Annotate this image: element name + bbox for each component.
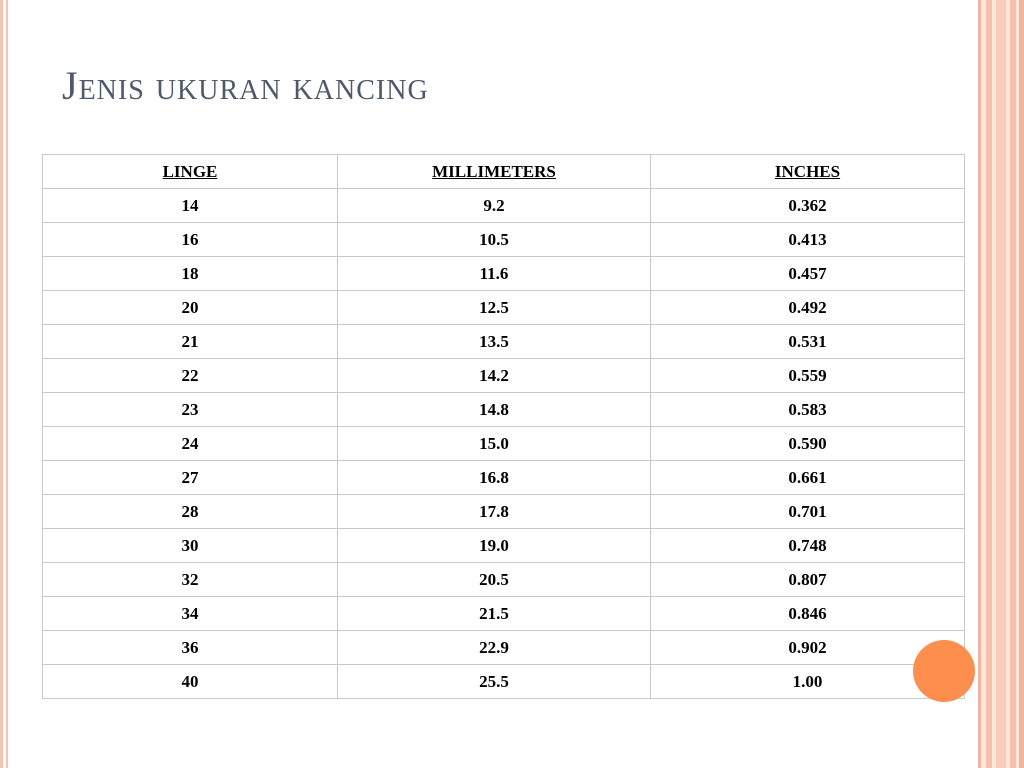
right-stripe-4	[1010, 0, 1016, 768]
left-stripe-outer	[0, 0, 3, 768]
cell-inches: 0.590	[651, 427, 965, 461]
cell-linge: 20	[43, 291, 338, 325]
decorative-circle	[913, 640, 975, 702]
cell-inches: 0.902	[651, 631, 965, 665]
cell-inches: 0.559	[651, 359, 965, 393]
cell-inches: 0.413	[651, 223, 965, 257]
table-row	[43, 257, 965, 291]
cell-linge: 18	[43, 257, 338, 291]
cell-linge: 27	[43, 461, 338, 495]
table-row	[43, 529, 965, 563]
cell-linge: 28	[43, 495, 338, 529]
cell-inches: 0.457	[651, 257, 965, 291]
table-row	[43, 393, 965, 427]
button-size-table	[42, 154, 965, 699]
cell-millimeters: 10.5	[338, 223, 651, 257]
cell-millimeters: 16.8	[338, 461, 651, 495]
cell-linge: 23	[43, 393, 338, 427]
header-linge: LINGE	[43, 155, 338, 189]
table-body	[43, 189, 965, 699]
cell-inches: 0.661	[651, 461, 965, 495]
cell-inches: 0.531	[651, 325, 965, 359]
table-row	[43, 665, 965, 699]
table-row	[43, 461, 965, 495]
table-row	[43, 291, 965, 325]
cell-inches: 0.362	[651, 189, 965, 223]
table-row	[43, 563, 965, 597]
right-stripe-1	[978, 0, 981, 768]
table-row	[43, 325, 965, 359]
header-inches: INCHES	[651, 155, 965, 189]
cell-millimeters: 19.0	[338, 529, 651, 563]
cell-millimeters: 13.5	[338, 325, 651, 359]
table-row	[43, 597, 965, 631]
cell-linge: 40	[43, 665, 338, 699]
right-stripe-3	[996, 0, 1006, 768]
table-row	[43, 495, 965, 529]
table-row	[43, 223, 965, 257]
table-row	[43, 427, 965, 461]
cell-linge: 30	[43, 529, 338, 563]
right-stripe-2	[986, 0, 992, 768]
cell-linge: 36	[43, 631, 338, 665]
cell-linge: 21	[43, 325, 338, 359]
cell-millimeters: 14.8	[338, 393, 651, 427]
table-row	[43, 359, 965, 393]
cell-inches: 0.846	[651, 597, 965, 631]
cell-millimeters: 17.8	[338, 495, 651, 529]
cell-linge: 22	[43, 359, 338, 393]
cell-linge: 14	[43, 189, 338, 223]
right-stripe-5	[1019, 0, 1024, 768]
table-row	[43, 631, 965, 665]
left-stripe-inner	[6, 0, 8, 768]
cell-millimeters: 20.5	[338, 563, 651, 597]
cell-linge: 34	[43, 597, 338, 631]
table-row	[43, 189, 965, 223]
cell-inches: 0.748	[651, 529, 965, 563]
cell-inches: 0.583	[651, 393, 965, 427]
cell-linge: 16	[43, 223, 338, 257]
cell-inches: 0.492	[651, 291, 965, 325]
cell-millimeters: 25.5	[338, 665, 651, 699]
cell-millimeters: 14.2	[338, 359, 651, 393]
table-header-row	[43, 155, 965, 189]
header-millimeters: MILLIMETERS	[338, 155, 651, 189]
cell-millimeters: 9.2	[338, 189, 651, 223]
cell-millimeters: 21.5	[338, 597, 651, 631]
cell-inches: 0.701	[651, 495, 965, 529]
cell-millimeters: 12.5	[338, 291, 651, 325]
cell-millimeters: 15.0	[338, 427, 651, 461]
cell-millimeters: 22.9	[338, 631, 651, 665]
cell-inches: 1.00	[651, 665, 965, 699]
cell-linge: 24	[43, 427, 338, 461]
cell-millimeters: 11.6	[338, 257, 651, 291]
cell-inches: 0.807	[651, 563, 965, 597]
cell-linge: 32	[43, 563, 338, 597]
slide-title: Jenis ukuran kancing	[62, 63, 429, 108]
